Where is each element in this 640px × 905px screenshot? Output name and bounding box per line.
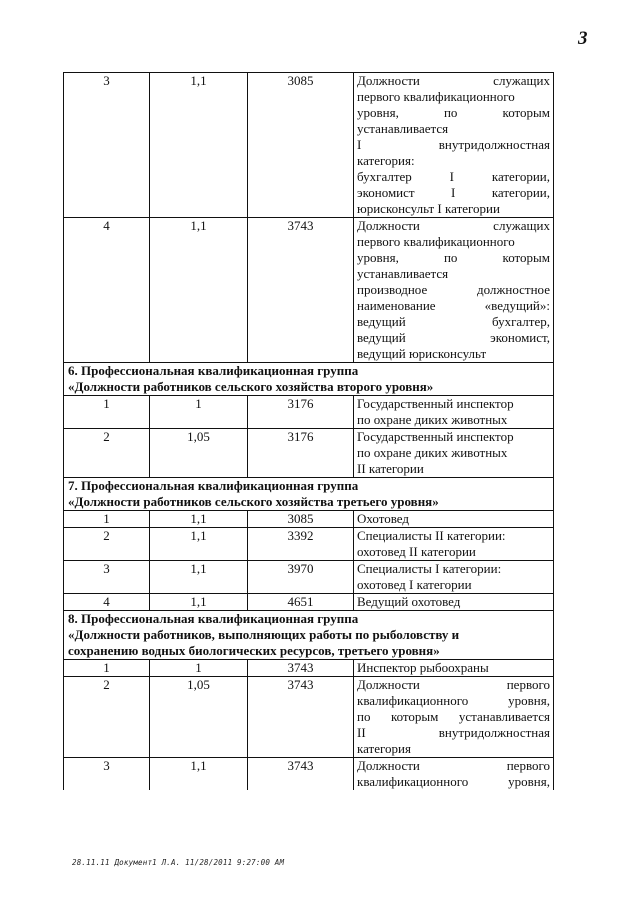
description-line: производное должностное xyxy=(357,282,550,297)
table-row xyxy=(64,73,554,218)
table-row xyxy=(64,594,554,611)
description-line: первого квалификационного xyxy=(357,234,515,249)
description-line: уровня, по которым xyxy=(357,105,550,120)
salary-cell: 3743 xyxy=(248,218,354,363)
row-number-cell: 1 xyxy=(64,511,150,528)
description-line: Государственный инспектор xyxy=(357,396,514,411)
description-line: квалификационного уровня, xyxy=(357,774,550,789)
coefficient-cell: 1,1 xyxy=(150,594,248,611)
salary-cell: 4651 xyxy=(248,594,354,611)
coefficient-cell: 1 xyxy=(150,396,248,429)
description-line: охотовед II категории xyxy=(357,544,476,559)
row-number-cell: 2 xyxy=(64,528,150,561)
description-line: по которым устанавливается xyxy=(357,709,550,724)
salary-table-body xyxy=(64,73,554,791)
description-line: экономист I категории, xyxy=(357,185,550,200)
coefficient-cell: 1,05 xyxy=(150,677,248,758)
salary-cell: 3085 xyxy=(248,511,354,528)
group-header-line: «Должности работников, выполняющих работы по рыболовству и xyxy=(68,627,460,642)
description-line: ведущий экономист, xyxy=(357,330,550,345)
description-line: II внутридолжностная xyxy=(357,725,550,740)
description-line: юрисконсульт I категории xyxy=(357,201,500,216)
position-description-cell xyxy=(354,528,554,561)
group-header-line: сохранению водных биологических ресурсов, третьего уровня» xyxy=(68,643,440,658)
salary-cell: 3743 xyxy=(248,660,354,677)
description-line: по охране диких животных xyxy=(357,412,508,427)
position-description-cell xyxy=(354,73,554,218)
description-line: Государственный инспектор xyxy=(357,429,514,444)
group-header-line: 8. Профессиональная квалификационная группа xyxy=(68,611,359,626)
coefficient-cell: 1,1 xyxy=(150,758,248,791)
description-line: Специалисты I категории: xyxy=(357,561,502,576)
description-line: II категории xyxy=(357,461,424,476)
coefficient-cell: 1,1 xyxy=(150,218,248,363)
table-row xyxy=(64,396,554,429)
group-header-line: 6. Профессиональная квалификационная группа xyxy=(68,363,359,378)
table-row xyxy=(64,758,554,791)
row-number-cell: 3 xyxy=(64,758,150,791)
table-row xyxy=(64,429,554,478)
coefficient-cell: 1 xyxy=(150,660,248,677)
salary-cell: 3176 xyxy=(248,396,354,429)
row-number-cell: 1 xyxy=(64,660,150,677)
group-header-cell xyxy=(64,611,554,660)
coefficient-cell: 1,1 xyxy=(150,511,248,528)
row-number-cell: 3 xyxy=(64,561,150,594)
position-description-cell xyxy=(354,561,554,594)
coefficient-cell: 1,05 xyxy=(150,429,248,478)
group-header-line: «Должности работников сельского хозяйства третьего уровня» xyxy=(68,494,439,509)
row-number-cell: 2 xyxy=(64,429,150,478)
salary-cell: 3176 xyxy=(248,429,354,478)
coefficient-cell: 1,1 xyxy=(150,561,248,594)
description-line: уровня, по которым xyxy=(357,250,550,265)
salary-cell: 3970 xyxy=(248,561,354,594)
description-line: квалификационного уровня, xyxy=(357,693,550,708)
group-header-row xyxy=(64,611,554,660)
position-description-cell xyxy=(354,758,554,791)
group-header-row xyxy=(64,478,554,511)
description-line: Должности первого xyxy=(357,677,550,692)
salary-cell: 3085 xyxy=(248,73,354,218)
position-description-cell xyxy=(354,511,554,528)
table-row xyxy=(64,561,554,594)
description-line: категория xyxy=(357,741,411,756)
salary-cell: 3743 xyxy=(248,677,354,758)
salary-cell: 3743 xyxy=(248,758,354,791)
description-line: Должности служащих xyxy=(357,218,550,233)
document-footer: 28.11.11 Документ1 Л.А. 11/28/2011 9:27:00 AM xyxy=(72,858,285,867)
position-description-cell xyxy=(354,660,554,677)
table-row xyxy=(64,677,554,758)
description-line: устанавливается xyxy=(357,121,449,136)
description-line: ведущий юрисконсульт xyxy=(357,346,487,361)
description-line: наименование «ведущий»: xyxy=(357,298,550,313)
description-line: категория: xyxy=(357,153,415,168)
description-line: Специалисты II категории: xyxy=(357,528,506,543)
row-number-cell: 3 xyxy=(64,73,150,218)
salary-table xyxy=(63,72,554,790)
description-line: Ведущий охотовед xyxy=(357,594,461,609)
row-number-cell: 1 xyxy=(64,396,150,429)
salary-cell: 3392 xyxy=(248,528,354,561)
table-row xyxy=(64,660,554,677)
row-number-cell: 2 xyxy=(64,677,150,758)
row-number-cell: 4 xyxy=(64,594,150,611)
table-row xyxy=(64,511,554,528)
coefficient-cell: 1,1 xyxy=(150,73,248,218)
group-header-line: 7. Профессиональная квалификационная группа xyxy=(68,478,359,493)
position-description-cell xyxy=(354,677,554,758)
row-number-cell: 4 xyxy=(64,218,150,363)
description-line: Инспектор рыбоохраны xyxy=(357,660,489,675)
page-number: 3 xyxy=(578,28,588,49)
description-line: первого квалификационного xyxy=(357,89,515,104)
position-description-cell xyxy=(354,218,554,363)
position-description-cell xyxy=(354,594,554,611)
group-header-cell xyxy=(64,478,554,511)
description-line: устанавливается xyxy=(357,266,449,281)
group-header-row xyxy=(64,363,554,396)
coefficient-cell: 1,1 xyxy=(150,528,248,561)
description-line: Охотовед xyxy=(357,511,410,526)
description-line: охотовед I категории xyxy=(357,577,472,592)
description-line: I внутридолжностная xyxy=(357,137,550,152)
table-row xyxy=(64,218,554,363)
group-header-line: «Должности работников сельского хозяйства второго уровня» xyxy=(68,379,434,394)
description-line: по охране диких животных xyxy=(357,445,508,460)
position-description-cell xyxy=(354,429,554,478)
table-row xyxy=(64,528,554,561)
description-line: ведущий бухгалтер, xyxy=(357,314,550,329)
description-line: Должности служащих xyxy=(357,73,550,88)
description-line: бухгалтер I категории, xyxy=(357,169,550,184)
description-line: Должности первого xyxy=(357,758,550,773)
position-description-cell xyxy=(354,396,554,429)
group-header-cell xyxy=(64,363,554,396)
